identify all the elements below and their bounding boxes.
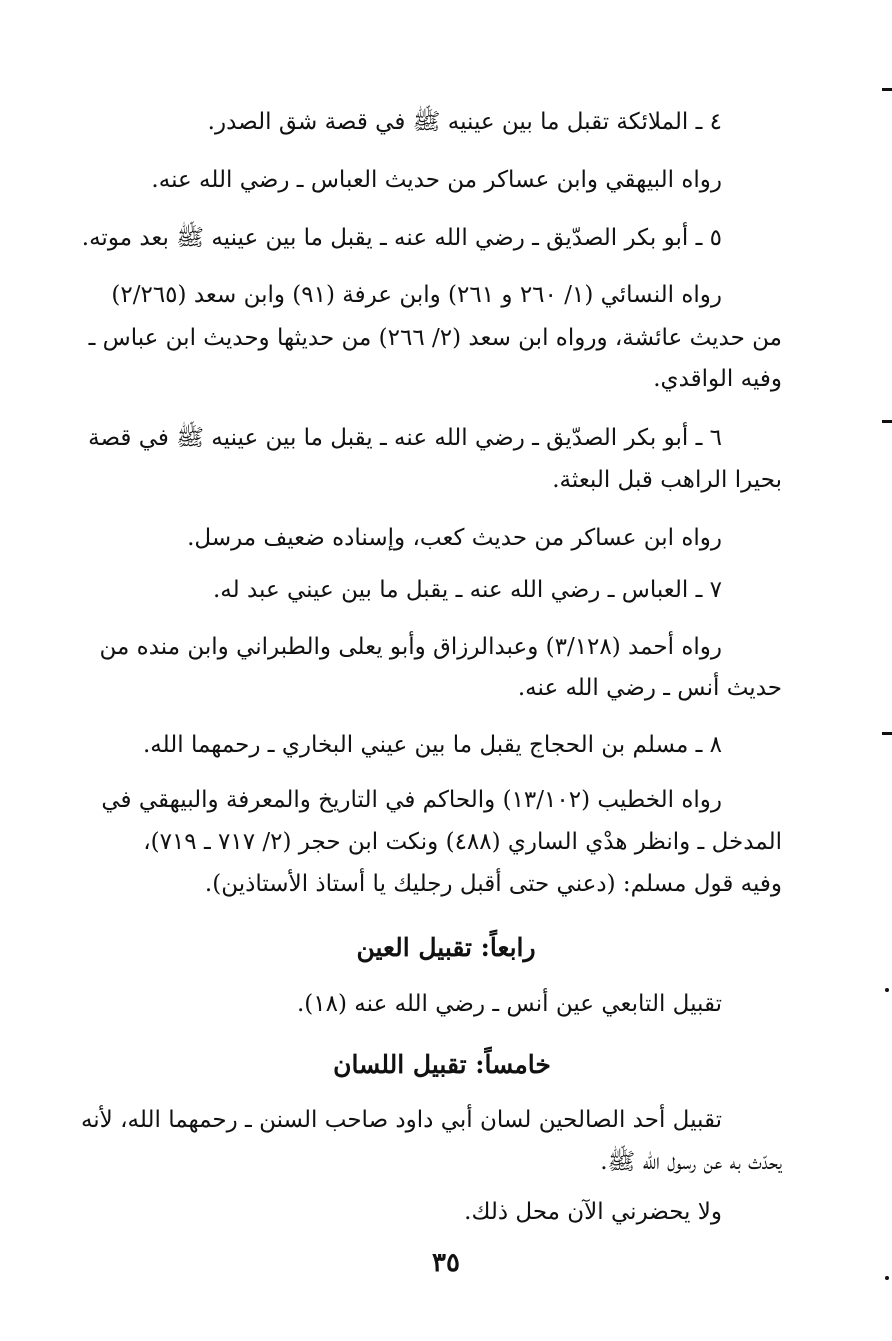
section-4-heading: رابعاً: تقبيل العين: [356, 933, 536, 962]
item-8-source-line-2: المدخل ـ وانظر هدْي الساري (٤٨٨) ونكت ابن حجر (٢/ ٧١٧ ـ ٧١٩)،: [143, 829, 782, 855]
edge-mark-1: [882, 88, 892, 91]
section-4-text: تقبيل التابعي عين أنس ـ رضي الله عنه (١٨).: [297, 991, 722, 1017]
item-5-source-line-3: وفيه الواقدي.: [653, 366, 782, 392]
edge-dot-1: [885, 988, 889, 992]
page-number: ٣٥: [432, 1248, 460, 1278]
section-5-text-line-2: يحدّث به عن رسول الله ﷺ.: [600, 1149, 782, 1175]
item-6-text-line-2: بحيرا الراهب قبل البعثة.: [552, 467, 782, 493]
item-8-source-line-1: رواه الخطيب (١٣/١٠٢) والحاكم في التاريخ والمعرفة والبيهقي في: [101, 787, 722, 813]
edge-mark-2: [882, 420, 892, 423]
item-8-text: ٨ ـ مسلم بن الحجاج يقبل ما بين عيني البخاري ـ رحمهما الله.: [142, 732, 722, 758]
section-5-closing: ولا يحضرني الآن محل ذلك.: [464, 1199, 722, 1225]
section-5-text-line-1: تقبيل أحد الصالحين لسان أبي داود صاحب السنن ـ رحمهما الله، لأنه: [80, 1107, 722, 1133]
section-5-heading: خامساً: تقبيل اللسان: [333, 1050, 551, 1079]
item-4-source: رواه البيهقي وابن عساكر من حديث العباس ـ رضي الله عنه.: [151, 167, 722, 193]
item-5-source-line-2: من حديث عائشة، ورواه ابن سعد (٢/ ٢٦٦) من حديثها وحديث ابن عباس ـ: [88, 325, 782, 351]
item-5-text: ٥ ـ أبو بكر الصدّيق ـ رضي الله عنه ـ يقبل ما بين عينيه ﷺ بعد موته.: [81, 225, 722, 251]
item-7-source-line-2: حديث أنس ـ رضي الله عنه.: [517, 675, 782, 701]
edge-mark-3: [882, 732, 892, 735]
item-6-source: رواه ابن عساكر من حديث كعب، وإسناده ضعيف مرسل.: [187, 525, 722, 551]
edge-dot-2: [885, 1276, 889, 1280]
item-5-source-line-1: رواه النسائي (١/ ٢٦٠ و ٢٦١) وابن عرفة (٩١) وابن سعد (٢/٢٦٥): [111, 282, 722, 308]
item-7-source-line-1: رواه أحمد (٣/١٢٨) وعبدالرزاق وأبو يعلى والطبراني وابن منده من: [99, 634, 722, 660]
item-7-text: ٧ ـ العباس ـ رضي الله عنه ـ يقبل ما بين عيني عبد له.: [212, 577, 722, 603]
item-6-text-line-1: ٦ ـ أبو بكر الصدّيق ـ رضي الله عنه ـ يقبل ما بين عينيه ﷺ في قصة: [88, 425, 722, 451]
item-8-source-line-3: وفيه قول مسلم: (دعني حتى أقبل رجليك يا أستاذ الأستاذين).: [204, 871, 782, 897]
item-4-text: ٤ ـ الملائكة تقبل ما بين عينيه ﷺ في قصة شق الصدر.: [207, 109, 722, 135]
